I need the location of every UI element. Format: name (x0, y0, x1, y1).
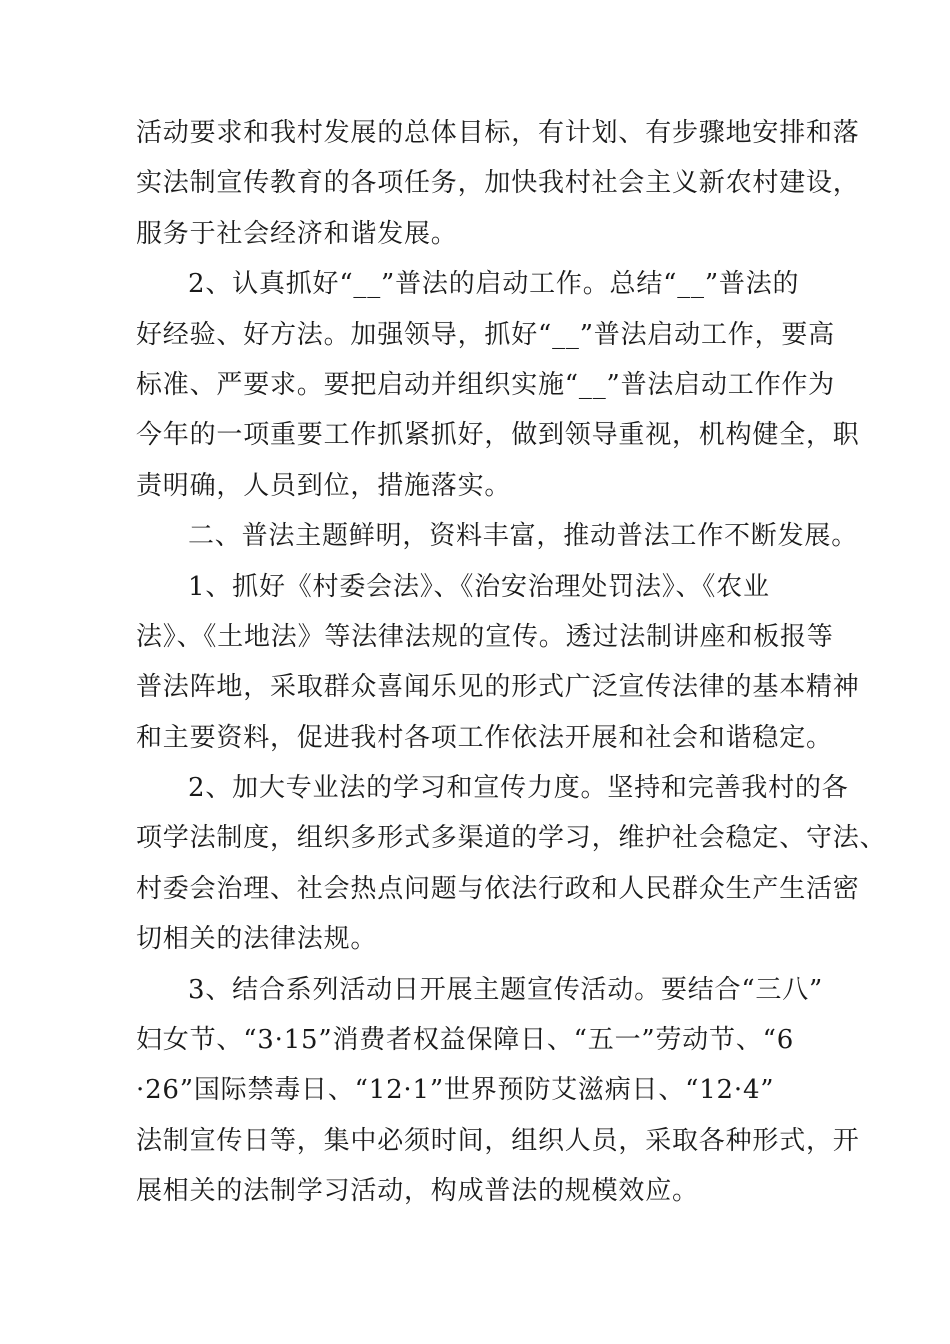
paragraph-start-line: 1、抓好《村委会法》、《治安治理处罚法》、《农业 (188, 571, 770, 602)
paragraph-start-line: 3、结合系列活动日开展主题宣传活动。要结合“三八” (188, 974, 824, 1005)
text-line: 项学法制度，组织多形式多渠道的学习，维护社会稳定、守法、 (136, 823, 887, 854)
text-line: 法》、《土地法》等法律法规的宣传。透过法制讲座和板报等 (136, 621, 834, 652)
text-line: 村委会治理、社会热点问题与依法行政和人民群众生产生活密 (136, 873, 860, 904)
text-line: 实法制宣传教育的各项任务，加快我村社会主义新农村建设， (136, 168, 860, 199)
paragraph-start-line: 2、加大专业法的学习和宣传力度。坚持和完善我村的各 (188, 773, 849, 804)
text-line: 切相关的法律法规。 (136, 924, 378, 955)
text-line: 法制宣传日等，集中必须时间，组织人员，采取各种形式，开 (136, 1125, 860, 1156)
text-line: 服务于社会经济和谐发展。 (136, 218, 458, 249)
text-line: 普法阵地，采取群众喜闻乐见的形式广泛宣传法律的基本精神 (136, 672, 860, 703)
text-line: 责明确，人员到位，措施落实。 (136, 470, 512, 501)
text-line: 和主要资料，促进我村各项工作依法开展和社会和谐稳定。 (136, 722, 833, 753)
text-line: 活动要求和我村发展的总体目标，有计划、有步骤地安排和落 (136, 118, 860, 148)
section-heading-line: 二、普法主题鲜明，资料丰富，推动普法工作不断发展。 (188, 521, 859, 552)
text-line: 展相关的法制学习活动，构成普法的规模效应。 (136, 1176, 699, 1207)
text-line: 好经验、好方法。加强领导，抓好“__”普法启动工作，要高 (136, 319, 835, 350)
text-line: ·26”国际禁毒日、“12·1”世界预防艾滋病日、“12·4” (136, 1075, 775, 1106)
text-line: 妇女节、“3·15”消费者权益保障日、“五一”劳动节、“6 (136, 1025, 795, 1056)
document-body (136, 108, 887, 1217)
text-line: 今年的一项重要工作抓紧抓好，做到领导重视，机构健全，职 (136, 420, 860, 451)
text-line: 标准、严要求。要把启动并组织实施“__”普法启动工作作为 (136, 369, 835, 400)
paragraph-start-line: 2、认真抓好“__”普法的启动工作。总结“__”普法的 (188, 269, 800, 300)
